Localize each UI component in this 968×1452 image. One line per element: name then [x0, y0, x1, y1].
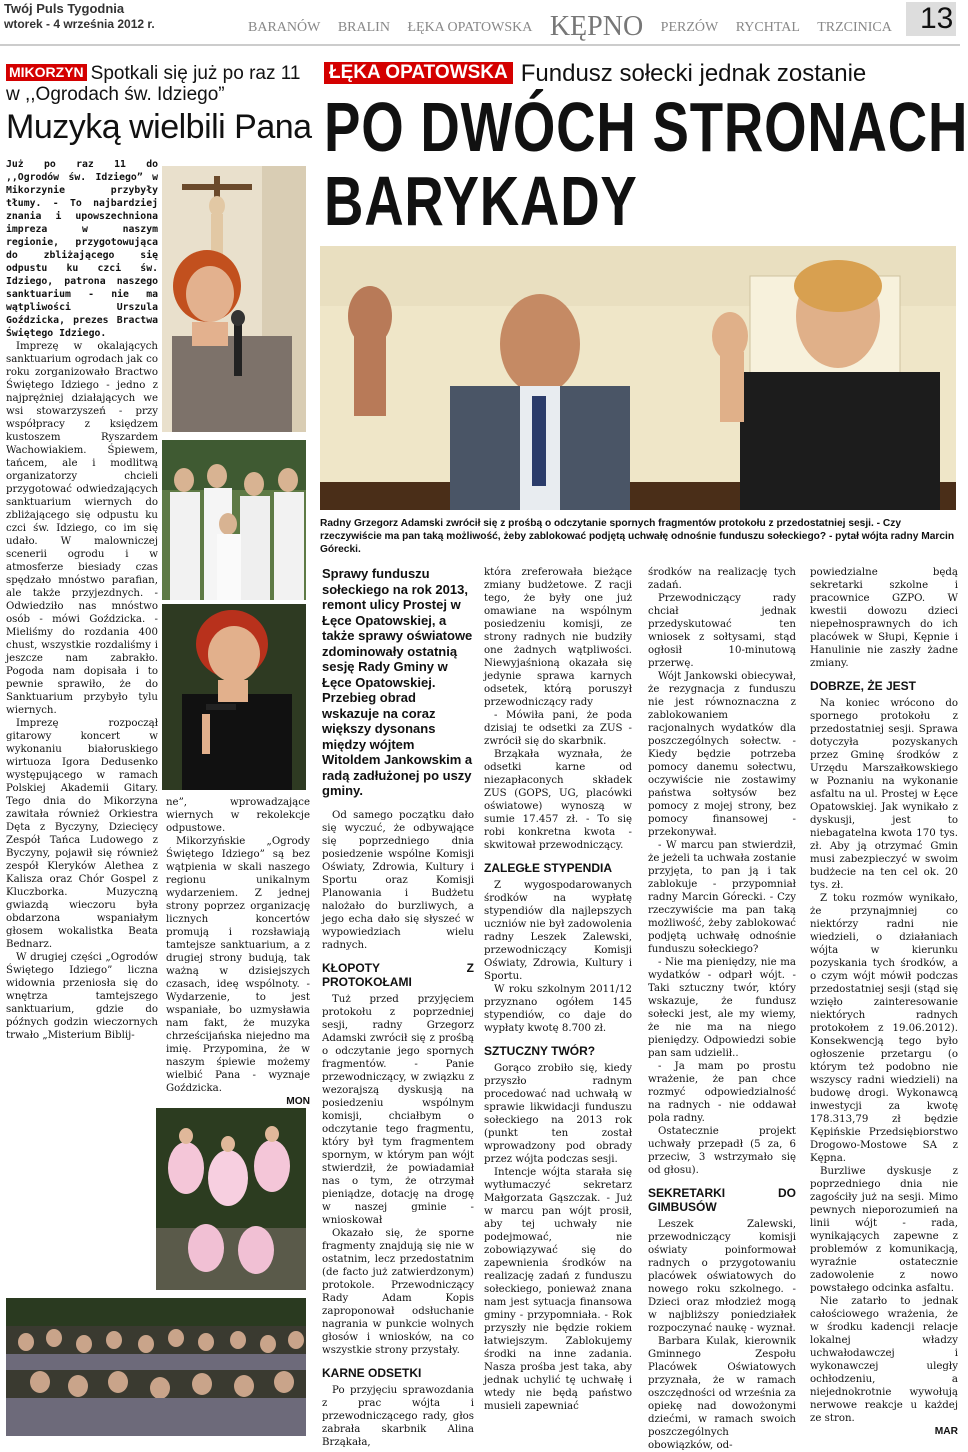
audience-photo [6, 1298, 306, 1436]
singer-woman-photo [162, 166, 306, 432]
right-paragraph: Na koniec wrócono do spornego protokołu z przedostatniej sesji. Sprawa dotyczyła pozyskanych przez Gminę środków z Urzędu Marszałkowskiego w Poznaniu na wykonanie asfaltu na ul. Prostej w Łęce Opatowskiej. Jak wynikało z dyskusji, jest to niebagatelna kwota 170 tys. zł. Aby ją otrzymać Gmin musi zabezpieczyć w swoim budżecie na ten cel ok. 20 tys. zł. [810, 698, 958, 891]
right-paragraph: Leszek Zalewski, przewodniczący komisji oświaty poinformował radnych o przygotowaniu placówek oświatowych do nowego roku szkolnego. - Dzieci oraz młodzież mogą w najbliższy poniedziałek rozpoczynać naukę - wyznał. [648, 1219, 796, 1334]
subhead-protokoly: KŁOPOTY Z PROTOKOŁAMI [322, 960, 474, 989]
right-paragraph: środków na realizację tych zadań. [648, 567, 796, 591]
town-rychtal: RYCHTAL [735, 20, 800, 35]
town-leka-opatowska: ŁĘKA OPATOWSKA [407, 20, 533, 35]
left-signature: MON [286, 1096, 310, 1107]
subhead-stypendia: ZALEGŁE STYPENDIA [484, 861, 613, 875]
right-paragraph: Wójt Jankowski obiecywał, że rezygnacja z funduszu nie jest równoznaczna z zablokowaniem racjonalnych wydatków dla poszczególnych sołectw. - Kiedy będzie potrzeba pomocy danemu sołectwu, oczywiście nie zostawimy państwa sołtysów bez pomocy z mojej strony, bez pomocy finansowej - przekonywał. [648, 671, 796, 838]
right-kicker-text: Fundusz sołecki jednak zostanie [520, 60, 867, 87]
town-baranow: BARANÓW [248, 20, 321, 35]
left-kicker [6, 63, 306, 105]
right-kicker [324, 60, 866, 88]
issue-date: wtorek - 4 września 2012 r. [4, 17, 155, 31]
right-paragraph: W roku szkolnym 2011/12 przyznano ogółem 145 stypendiów, co daje do wypłaty kwotę 8.700 zł. [484, 984, 632, 1034]
masthead [0, 0, 960, 44]
town-kepno: KĘPNO [549, 11, 644, 42]
right-paragraph: powiedzialne będą sekretarki szkolne i pracownice GZPO. W kwestii dowozu dzieci niepełnosprawnych do ich placówek w Słupi, Kępnie i Hanulinie nie zaszły żadne zmiany. [810, 567, 958, 669]
right-signature: MAR [934, 1426, 958, 1437]
right-paragraph: Nie zatarło to jednak całościowego wrażenia, że w środku kadencji relacje lokalnej władzy uchwałodawczej i wykonawczej uległy ochłodzeniu, a niejednokrotnie wywołują nerwowe reakcje u każdej ze stron. [810, 1296, 958, 1424]
right-paragraph: Brząkała wyznała, że odsetki karne od niezapłaconych składek ZUS (GOPS, UG, placówki oświatowe) wynoszą w sumie 17.457 zł. - To się robi konkretna kwota - skwitował przewodniczący. [484, 749, 632, 851]
left-paragraph: ne”, wprowadzające wiernych w rekolekcje odpustowe. [166, 797, 310, 834]
right-paragraph: - Nie ma pieniędzy, nie ma wydatków - odparł wójt. - Taki sztuczny twór, który wskazuje, że fundusz sołecki jest, ale my wiemy, że nie ma na niego pieniędzy. Odpowiedzi sobie pan sam udzielił.. [648, 957, 796, 1059]
left-paragraph: Imprezę w okalających sanktuarium ogrodach jak co roku zorganizowało Bractwo Świętego Idziego - jedno z najprężniej działających we wsi stowarzyszeń - przy współpracy z księdzem kustoszem Ryszardem Wachowiakiem. Śpiewem, tańcem, ale i modlitwą organizatorzy chcieli przygotować odwiedzających sanktuarium wiernych do zbliżającego się odpustu ku czci św. Idziego, co im się udało. W malowniczej scenerii ogrodu i w atmosferze biesiady czas spędzało mnóstwo parafian, ale także przyjezdnych. - Odwiedziło nas mnóstwo osób - mówi Goździcka. - Mieliśmy do rozdania 400 chust, wszystkie rozdaliśmy i jeszcze nam zabrakło. Pogoda nam dopisała i to pewnie sprawiło, że do Sanktuarium przybyło tylu wiernych. [6, 341, 158, 716]
left-section-tag: MIKORZYN [6, 64, 87, 81]
left-paragraph: Mikorzyńskie „Ogrody Świętego Idziego” są bez wątpienia w skali naszego regionu unikalnym wydarzeniem. Z jednej strony poprzez organizację licznych koncertów promują i rozsławiają tamtejsze sanktuarium, a z drugiej strony budują, tak ważną w dzisiejszych czasach, ideę wspólnoty. - Wydarzenie, to jest wspaniałe, bo uzmysławia nam fakt, że muzyka chrześcijańska niejedno ma imię. Przypomina, że w naszym śpiewie możemy wielbić Pana - wyznaje Goździcka. [166, 836, 310, 1094]
subhead-sekretarki: SEKRETARKI DO GIMBUSÓW [648, 1186, 796, 1214]
headline-line2: BARYKADY [324, 162, 638, 240]
left-article-title: Muzyką wielbili Pana [6, 108, 312, 146]
subhead-sztuczny-twor: SZTUCZNY TWÓR? [484, 1044, 596, 1058]
choir-girls-photo [162, 440, 306, 600]
right-col2 [484, 566, 632, 1413]
right-paragraph: Burzliwe dyskusje z poprzedniego dnia nie zagościły już na sesji. Mimo pewnych nieporozumień na linii wójt - rada, wynikających zapewne z problemów z komunikacją, wyraźnie ostatecznie zadowolenie z nowo powstałego odcinka asfaltu. [810, 1166, 958, 1294]
singer-beata-photo [162, 604, 306, 790]
right-paragraph: Z toku rozmów wynikało, że przynajmniej co niektórzy radni nie wiedzieli, o działaniach wójta w kierunku pozyskania tych środków, a o czym wójt mówił podczas przedostatniej sesji (stąd się wzięło zainteresowanie niektórych radnych protokołem z 19.06.2012). Konsekwencją tego było ogłoszenie przetargu (o którym też podobno nie wszyscy radni wiedzieli) na budowę drogi. Wykonawcą inwestycji za kwotę 178.313,79 zł będzie Kępińskie Przedsiębiorstwo Drogowo-Mostowe SA z Kępna. [810, 893, 958, 1164]
left-article-col2 [166, 796, 310, 1108]
right-paragraph: - W marcu pan stwierdził, że jeżeli ta uchwała zostanie przyjęta, to pan ją i tak zablokuje - przypomniał radny Marcin Górecki. - Czy rzeczywiście ma pan taką możliwość, żeby zablokować podjętą uchwałę odnośnie funduszu sołeckiego? [648, 840, 796, 955]
right-paragraph: Z wygospodarowanych środków na wypłatę stypendiów dla najlepszych uczniów nie był zadowolenia radny Leszek Zalewski, przewodniczący Komisji Oświaty, Zdrowia, Kultury i Sportu. [484, 880, 632, 982]
right-col3 [648, 566, 796, 1452]
right-paragraph: Przewodniczący rady chciał jednak przedyskutować ten wniosek z sołtysami, stąd ogłosił 10-minutową przerwę. [648, 593, 796, 669]
subhead-dobrze-ze-jest: DOBRZE, ŻE JEST [810, 679, 917, 693]
masthead-rule [0, 44, 960, 46]
right-paragraph: Gorąco zrobiło się, kiedy przyszło radnym procedować nad uchwałą w sprawie likwidacji funduszu sołeckiego na 2013 rok (punkt ten został wprowadzony pod obrady przez wójta podczas sesji. [484, 1063, 632, 1165]
town-perzow: PERZÓW [660, 20, 719, 35]
photo-caption: Radny Grzegorz Adamski zwrócił się z prośbą o odczytanie spornych fragmentów protokołu z przedostatniej sesji. - Czy rzeczywiście ma pan taką możliwość, żeby zablokować podjętą uchwałę odnośnie funduszu sołeckiego? - pytał wójta radny Marcin Górecki. [320, 518, 955, 555]
left-lead: Już po raz 11 do ,,Ogrodów św. Idziego” w Mikorzynie przybyły tłumy. - To najbardziej znania i upowszechniona impreza w naszym regionie, przygotowująca do zbliżającego się odpustu ku czci św. Idziego, patrona naszego sanktuarium - nie ma wątpliwości Urszula Goździcka, prezes Bractwa Świętego Idziego. [6, 159, 158, 339]
right-section-tag: ŁĘKA OPATOWSKA [324, 62, 513, 84]
right-paragraph: Ostatecznie projekt uchwały przepadł (5 za, 6 przeciw, 3 wstrzymało się od głosu). [648, 1126, 796, 1176]
right-paragraph: - Ja mam po prostu wrażenie, że pan chce rozmyć odpowiedzialność na radnych - nie oddawał pola radny. [648, 1061, 796, 1124]
left-paragraph: Imprezę rozpoczął gitarowy koncert w wykonaniu białoruskiego wirtuoza Igora Dedusenko występującego w ramach Polskiej Akademii Gitary. Tego dnia do Mikorzyna zawitała również Orkiestra Dęta z Byczyny, Dziecięcy Zespół Tańca Ludowego z Byczyny, pojawił się również zespół Kleryków Alethea z Kalisza oraz Chór Gospel z Kluczborka. Muzyczną gwiazdą wieczoru była obdarzona wspaniałym głosem wokalistka Beata Bednarz. [6, 718, 158, 950]
right-paragraph: Okazało się, że sporne fragmenty znajdują się nie w ostatnim, lecz przedostatnim (de facto już zatwierdzonym) protokole. Przewodniczący Rady Adam Kopis zaproponował odsłuchanie nagrania w punkcie wolnych głosów i wniosków, na co wszystkie strony przystały. [322, 1227, 474, 1356]
left-kicker-text: Spotkali się już po raz 11 w ,,Ogrodach św. Idziego” [6, 63, 301, 105]
headline-line1: PO DWÓCH STRONACH [324, 88, 968, 166]
left-paragraph: W drugiej części „Ogrodów Świętego Idziego” liczna widownia przeniosła się do wnętrza tamtejszego sanktuarium, gdzie do późnych godzin wieczornych trwało „Misterium Biblij- [6, 952, 158, 1041]
town-trzcinica: TRZCINICA [817, 20, 892, 35]
subhead-odsetki: KARNE ODSETKI [322, 1365, 422, 1380]
council-photo [320, 246, 956, 510]
dancing-girls-photo [156, 1108, 306, 1290]
right-paragraph: Tuż przed przyjęciem protokołu z poprzedniej sesji, radny Grzegorz Adamski zwrócił się z prośbą o odczytanie jego spornych fragmentów. - Panie przewodniczący, w związku z wezorajszą dyskusją na posiedzeniu wspólnym komisji, chciałbym o odczytanie tego fragmentu, który był tym fragmentem spornym, w którym pan wójt stwierdził, że powiadamiał nas o tym, że otrzymał pieniądze, dotację na drogę w naszej gminie - wnioskował [322, 993, 474, 1226]
right-paragraph: Intencje wójta starała się wytłumaczyć sekretarz Małgorzata Gąszczak. - Już w marcu pan wójt prosił, aby tej uchwały nie podejmować, nie zobowiązywać się do zapewnienia środków na realizację zadań z funduszu sołeckiego, ponieważ znana nam jest sytuacja finansowa gminy - przypomniała. - Rok przyszły nie będzie rokiem łatwiejszym. Zablokujemy środki na inne zadania. Nasza prośba jest taka, aby jednak uchylić tę uchwałę i wtedy nie będą państwo musieli zapewniać [484, 1167, 632, 1412]
paper-name: Twój Puls Tygodnia [4, 1, 125, 16]
right-paragraph: - Mówiła pani, że poda dzisiaj te odsetki za ZUS - zwrócił się do skarbnik. [484, 710, 632, 747]
main-headline [324, 88, 968, 240]
right-paragraph: Po przyjęciu sprawozdania z prac wójta i przewodniczącego rady, głos zabrała skarbnik Alina Brząkała, [322, 1384, 474, 1448]
right-col1 [322, 566, 474, 1449]
right-col4 [810, 566, 958, 1438]
right-paragraph: która zreferowała bieżące zmiany budżetowe. Z racji tego, że były one już omawiane na wspólnym posiedzeniu komisji, ze strony radnych nie budziły one żadnych wątpliwości. Niewyjaśnioną okazała się jedynie sprawa karnych odsetek, którą poruszył przewodniczący rady [484, 567, 632, 708]
right-paragraph: Barbara Kulak, kierownik Gminnego Zespołu Placówek Oświatowych przyznała, że w ramach oszczędności od września za opiekę nad dowożonymi dziećmi, w ramach swoich poszczególnych obowiązków, od- [648, 1336, 796, 1451]
right-lead: Sprawy funduszu sołeckiego na rok 2013, remont ulicy Prostej w Łęce Opatowskiej, a także sprawy oświatowe zdominowały ostatnią sesję Rady Gminy w Łęce Opatowskiej. Przebieg obrad wskazuje na coraz większy dysonans między wójtem Witoldem Jankowskim a radą zadłużonej po uszy gminy. [322, 566, 473, 798]
town-bralin: BRALIN [337, 20, 390, 35]
towns-nav [248, 11, 906, 43]
left-article-col1 [6, 158, 158, 1042]
page-number: 13 [920, 2, 954, 35]
right-paragraph: Od samego początku dało się wyczuć, że odbywające się poprzedniego dnia posiedzenie wspólne Komisji Oświaty, Zdrowia, Kultury i Sportu oraz Komisji Planowania i Budżetu nalożało do burzliwych, a jego echa dało się słyszeć w wypowiedziach wielu radnych. [322, 809, 474, 951]
